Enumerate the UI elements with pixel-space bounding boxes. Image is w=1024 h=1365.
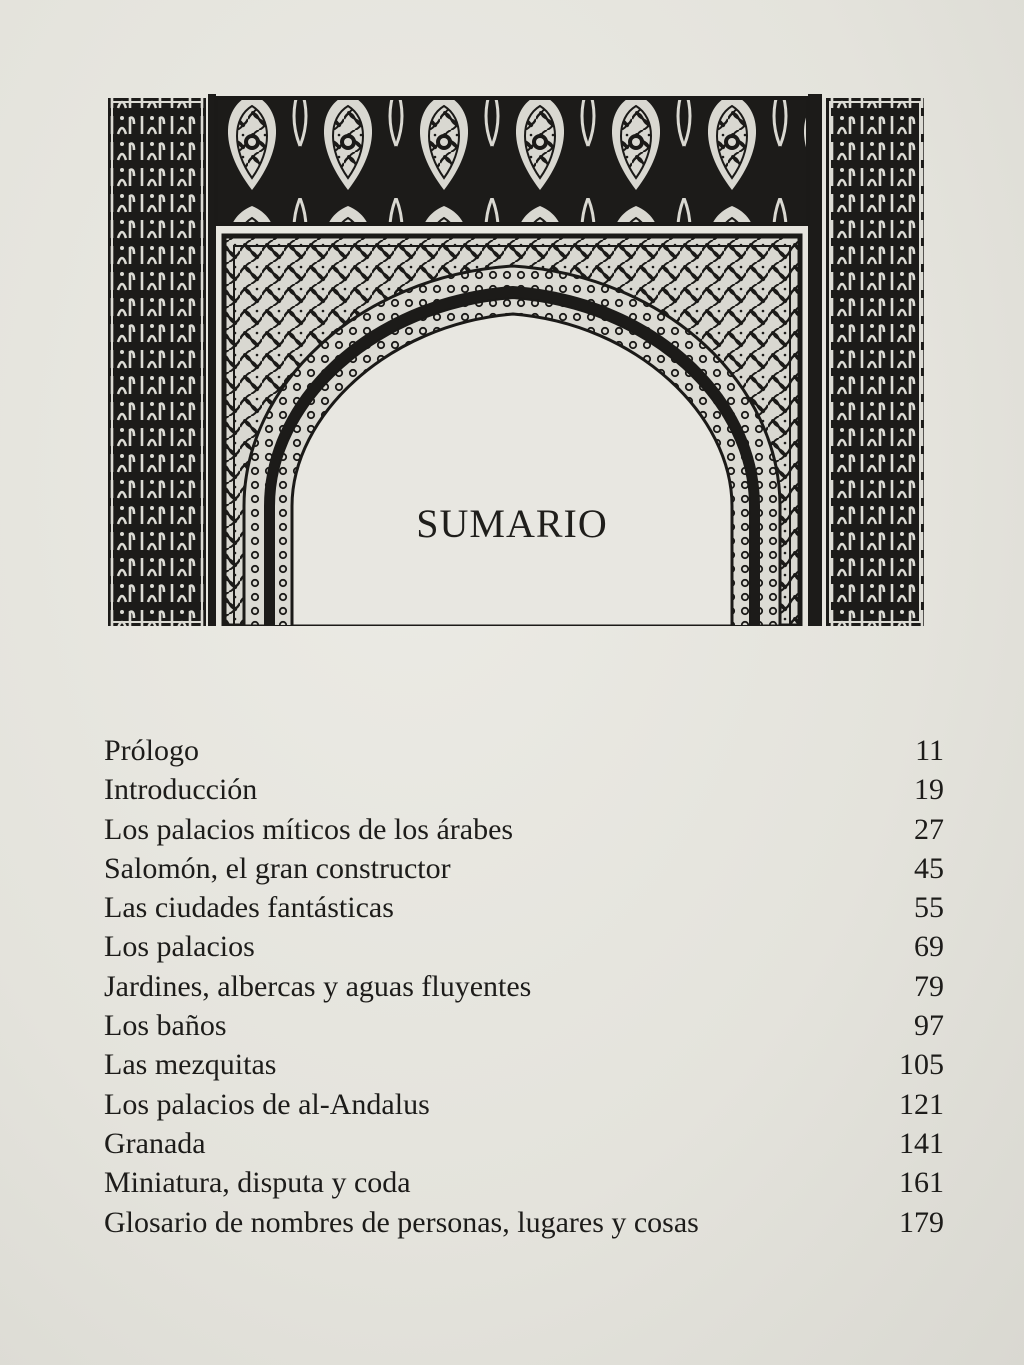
toc-entry-title: Glosario de nombres de personas, lugares y cosas <box>104 1205 699 1239</box>
toc-entry <box>104 967 944 1006</box>
toc-entry-title: Salomón, el gran constructor <box>104 851 451 885</box>
toc-entry-page-number: 11 <box>915 734 944 767</box>
toc-entry <box>104 1124 944 1163</box>
toc-entry-title: Los baños <box>104 1009 227 1043</box>
page-title: SUMARIO <box>416 501 608 546</box>
toc-entry <box>104 770 944 809</box>
toc-entry-title: Introducción <box>104 773 258 807</box>
toc-entry <box>104 731 944 770</box>
toc-entry-page-number: 79 <box>914 969 944 1003</box>
toc-entry-page-number: 161 <box>899 1166 944 1200</box>
toc-entry-page-number: 19 <box>914 773 944 807</box>
table-of-contents <box>104 731 944 1242</box>
toc-entry <box>104 849 944 888</box>
toc-entry-page-number: 105 <box>899 1048 944 1082</box>
toc-entry-page-number: 55 <box>914 891 944 925</box>
toc-entry <box>104 810 944 849</box>
toc-entry-page-number: 141 <box>899 1126 944 1160</box>
toc-entry-title: Las mezquitas <box>104 1048 277 1082</box>
toc-entry-page-number: 45 <box>914 851 944 885</box>
toc-entry-page-number: 69 <box>914 930 944 964</box>
toc-entry <box>104 1203 944 1242</box>
toc-entry <box>104 927 944 966</box>
toc-entry <box>104 1163 944 1202</box>
toc-entry <box>104 888 944 927</box>
toc-entry-page-number: 97 <box>914 1009 944 1043</box>
toc-entry-page-number: 121 <box>899 1087 944 1121</box>
toc-entry-title: Prólogo <box>104 734 200 767</box>
toc-entry-title: Las ciudades fantásticas <box>104 891 394 925</box>
toc-entry-title: Jardines, albercas y aguas fluyentes <box>104 969 532 1003</box>
toc-entry-title: Los palacios <box>104 930 255 964</box>
toc-entry-title: Miniatura, disputa y coda <box>104 1166 411 1200</box>
toc-entry <box>104 1006 944 1045</box>
toc-entry-title: Los palacios de al-Andalus <box>104 1087 430 1121</box>
toc-entry <box>104 1085 944 1124</box>
toc-entry-page-number: 27 <box>914 812 944 846</box>
toc-entry-page-number: 179 <box>899 1205 944 1239</box>
toc-entry-title: Granada <box>104 1126 206 1160</box>
toc-entry <box>104 1045 944 1084</box>
toc-entry-title: Los palacios míticos de los árabes <box>104 812 514 846</box>
